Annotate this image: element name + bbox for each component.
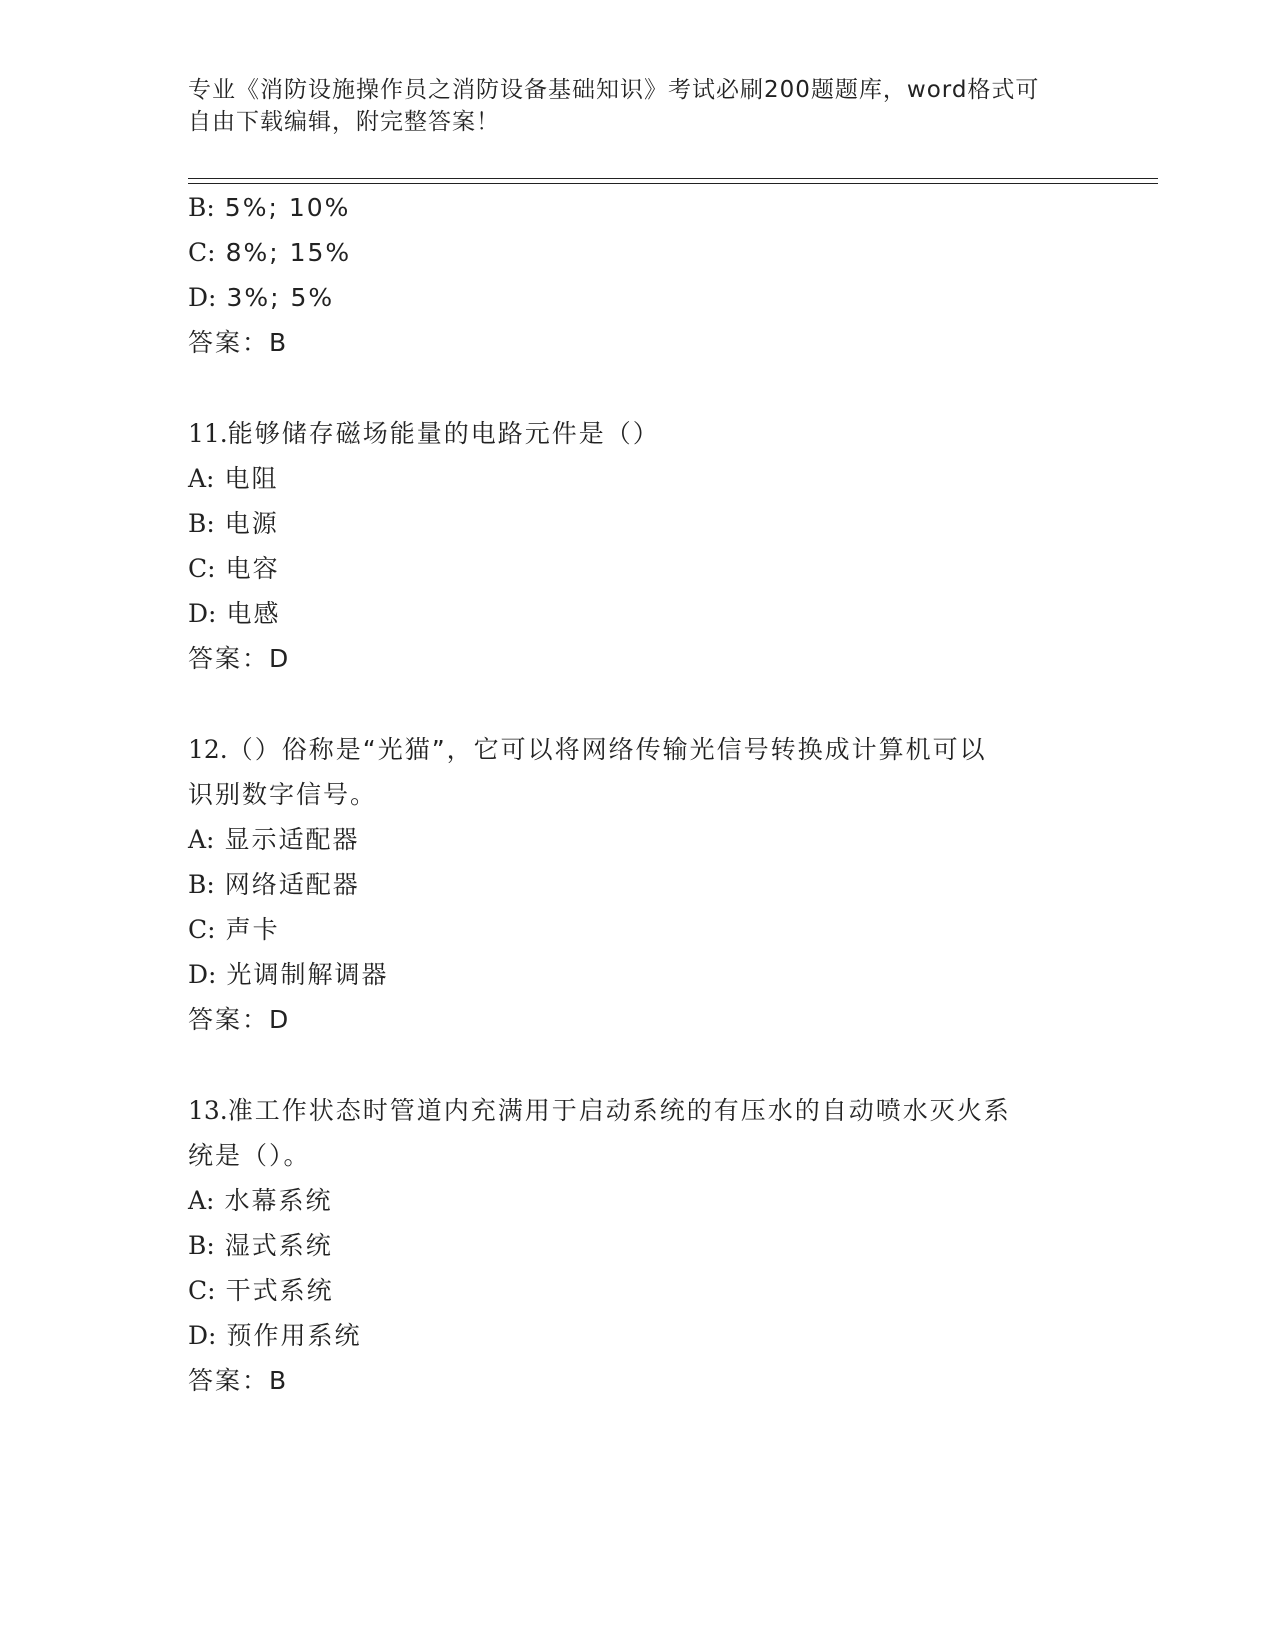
- option-b: [188, 507, 279, 541]
- answer-line: 答案：B: [188, 328, 289, 357]
- option-a: [188, 462, 279, 496]
- question-number: 11.: [188, 419, 228, 448]
- option-a: [188, 1184, 333, 1218]
- option-text: 光调制解调器: [226, 960, 389, 989]
- option-key: A:: [188, 825, 215, 854]
- option-c: [188, 552, 280, 586]
- header-line-1: 专业《消防设施操作员之消防设备基础知识》考试必刷200题题库，word格式可: [188, 77, 1040, 103]
- question-stem-line: 准工作状态时管道内充满用于启动系统的有压水的自动喷水灭火系: [227, 1096, 1011, 1125]
- question-number: 12.: [188, 735, 228, 764]
- answer-line: 答案：D: [188, 1005, 291, 1034]
- option-key: C:: [188, 554, 216, 583]
- option-key: B:: [188, 1231, 215, 1260]
- option-text: 电源: [224, 509, 279, 538]
- option-key: C:: [188, 1276, 216, 1305]
- option-c: [188, 1274, 334, 1308]
- option-text: 网络适配器: [224, 870, 360, 899]
- question-number: 13.: [188, 1096, 228, 1125]
- option-key: D:: [188, 960, 217, 989]
- option-key: B:: [188, 509, 215, 538]
- option-d: [188, 597, 280, 631]
- header-divider-bottom: [188, 183, 1158, 184]
- question-11-stem: [188, 417, 660, 451]
- option-d: [188, 1319, 361, 1353]
- option-b: [188, 1229, 333, 1263]
- option-b: [188, 868, 360, 902]
- header-line-2: 自由下载编辑，附完整答案！: [188, 109, 500, 135]
- option-key: A:: [188, 464, 215, 493]
- option-text: 3%; 5%: [226, 283, 335, 312]
- option-key: B:: [188, 870, 215, 899]
- option-text: 预作用系统: [226, 1321, 362, 1350]
- option-key: D:: [188, 283, 217, 312]
- option-text: 电感: [226, 599, 281, 628]
- page-header: [188, 74, 1068, 138]
- option-d: [188, 281, 334, 315]
- answer-line: 答案：B: [188, 1366, 289, 1395]
- option-key: D:: [188, 599, 217, 628]
- option-text: 电阻: [224, 464, 279, 493]
- option-c: [188, 236, 351, 270]
- option-c: [188, 913, 280, 947]
- option-text: 水幕系统: [224, 1186, 333, 1215]
- option-text: 5%; 10%: [224, 193, 351, 222]
- option-key: A:: [188, 1186, 215, 1215]
- option-d: [188, 958, 388, 992]
- option-text: 8%; 15%: [225, 238, 352, 267]
- option-text: 干式系统: [225, 1276, 334, 1305]
- question-stem-line: 能够储存磁场能量的电路元件是（）: [227, 419, 660, 448]
- option-text: 声卡: [225, 915, 280, 944]
- option-text: 电容: [225, 554, 280, 583]
- question-13-stem-cont: 统是（）。: [188, 1141, 311, 1170]
- option-key: D:: [188, 1321, 217, 1350]
- answer-line: 答案：D: [188, 644, 291, 673]
- header-divider-top: [188, 178, 1158, 179]
- option-b: [188, 191, 350, 225]
- option-key: C:: [188, 915, 216, 944]
- option-a: [188, 823, 360, 857]
- option-key: C:: [188, 238, 216, 267]
- question-12-stem-cont: 识别数字信号。: [188, 780, 378, 809]
- question-12-stem: [188, 733, 987, 767]
- question-stem-line: （）俗称是“光猫”，它可以将网络传输光信号转换成计算机可以: [227, 735, 987, 764]
- option-text: 湿式系统: [224, 1231, 333, 1260]
- question-13-stem: [188, 1094, 1011, 1128]
- option-key: B:: [188, 193, 215, 222]
- option-text: 显示适配器: [224, 825, 360, 854]
